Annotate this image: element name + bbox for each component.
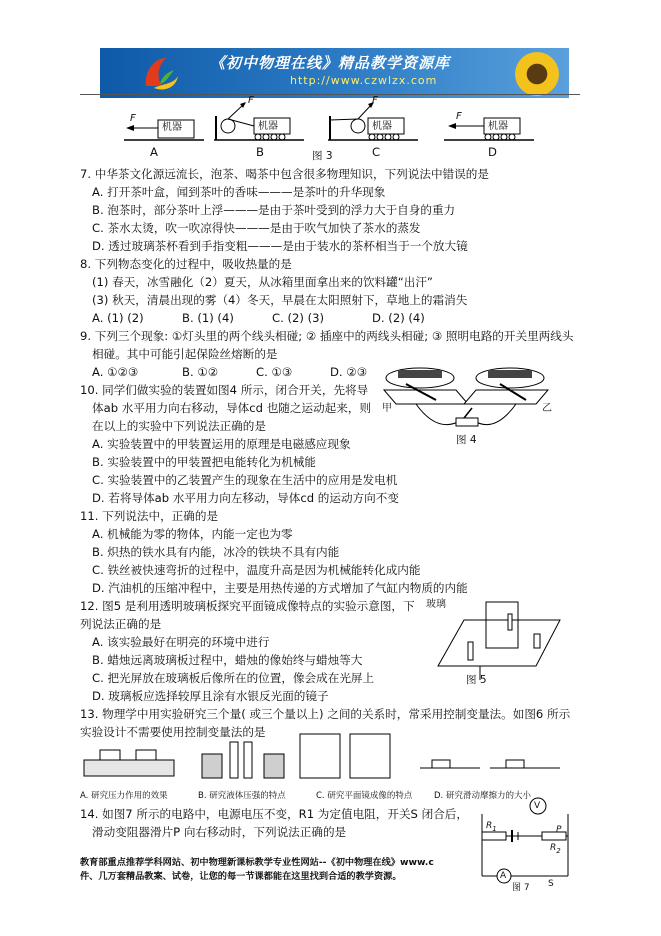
q9-option-d: D. ②③ bbox=[330, 365, 368, 379]
header-banner bbox=[100, 48, 569, 98]
fig6-caption-a: A. 研究压力作用的效果 bbox=[80, 791, 168, 801]
q10-option-b: B. 实验装置中的甲装置把电能转化为机械能 bbox=[92, 455, 317, 469]
q12-option-b: B. 蜡烛远离玻璃板过程中，蜡烛的像始终与蜡烛等大 bbox=[92, 653, 363, 667]
figure-5 bbox=[424, 594, 564, 694]
fig3-option-d: D bbox=[488, 145, 497, 159]
fig3-caption: 图 3 bbox=[312, 150, 333, 162]
fig3-machine-label-d: 机器 bbox=[488, 121, 508, 132]
q12-line-1: 12. 图5 是利用透明玻璃板探究平面镜成像特点的实验示意图，下 bbox=[80, 599, 415, 613]
fig7-switch-label: S bbox=[548, 879, 554, 889]
fig4-label-jia: 甲 bbox=[382, 403, 392, 414]
fig4-caption: 图 4 bbox=[456, 434, 477, 446]
q13-line-1: 13. 物理学中用实验研究三个量( 或三个量以上) 之间的关系时，常采用控制变量法。如图6 所示 bbox=[80, 707, 571, 721]
q8-line-1: (1) 春天，冰雪融化（2）夏天，从冰箱里面拿出来的饮料罐“出汗” bbox=[92, 275, 433, 289]
fig7-caption: 图 7 bbox=[512, 883, 530, 893]
fig7-slider-label: P bbox=[556, 825, 562, 835]
q14-line-1: 14. 如图7 所示的电路中，电源电压不变，R1 为定值电阻，开关S 闭合后， bbox=[80, 807, 468, 821]
q12-line-2: 列说法正确的是 bbox=[80, 617, 162, 631]
fig7-circuit-diagram bbox=[468, 796, 578, 892]
header-rule bbox=[80, 94, 580, 95]
fig4-label-yi: 乙 bbox=[542, 403, 552, 414]
fig7-ammeter-label: A bbox=[500, 871, 507, 881]
fig3-force-label-d: F bbox=[456, 111, 462, 122]
site-logo-icon bbox=[140, 54, 180, 92]
q8-option-a: A. (1) (2) bbox=[92, 311, 144, 325]
q12-option-a: A. 该实验最好在明亮的环境中进行 bbox=[92, 635, 270, 649]
fig3-machine-label-b: 机器 bbox=[258, 121, 278, 132]
footer-line-2: 件、几万套精品教案、试卷，让您的每一节课都能在这里找到合适的教学资源。 bbox=[80, 871, 402, 882]
q7-option-d: D. 透过玻璃茶杯看到手指变粗———是由于装水的茶杯相当于一个放大镜 bbox=[92, 239, 468, 253]
fig3-option-a: A bbox=[150, 145, 158, 159]
fig3-force-label-c: F bbox=[372, 95, 378, 106]
q8-option-c: C. (2) (3) bbox=[272, 311, 324, 325]
q11-option-b: B. 炽热的铁水具有内能，冰冷的铁块不具有内能 bbox=[92, 545, 340, 559]
fig7-voltmeter-label: V bbox=[534, 801, 541, 811]
fig5-glass-label: 玻璃 bbox=[426, 599, 446, 610]
fig5-caption: 图 5 bbox=[466, 674, 487, 686]
q8-option-b: B. (1) (4) bbox=[182, 311, 234, 325]
q8-option-d: D. (2) (4) bbox=[372, 311, 425, 325]
fig7-r1-label: $R_1$ bbox=[486, 821, 497, 833]
banner-title: 《初中物理在线》精品教学资源库 bbox=[210, 54, 451, 72]
q9-line-1: 9. 下列三个现象: ①灯头里的两个线头相碰; ② 插座中的两线头相碰; ③ 照明电路的开关里两线头 bbox=[80, 329, 574, 343]
q7-stem: 7. 中华茶文化源远流长，泡茶、喝茶中包含很多物理知识，下列说法中错误的是 bbox=[80, 167, 489, 181]
figure-3 bbox=[110, 96, 540, 162]
fig3-machine-label-a: 机器 bbox=[162, 122, 182, 133]
q11-stem: 11. 下列说法中，正确的是 bbox=[80, 509, 219, 523]
q7-option-c: C. 茶水太烫，吹一吹凉得快———是由于吹气加快了茶水的蒸发 bbox=[92, 221, 421, 235]
q10-line-3: 在以上的实验中下列说法正确的是 bbox=[92, 419, 266, 433]
q13-line-2: 实验设计不需要使用控制变量法的是 bbox=[80, 725, 266, 739]
sunflower-icon bbox=[515, 52, 559, 96]
q12-option-c: C. 把光屏放在玻璃板后像所在的位置，像会成在光屏上 bbox=[92, 671, 375, 685]
q7-option-a: A. 打开茶叶盒，闻到茶叶的香味———是茶叶的升华现象 bbox=[92, 185, 386, 199]
q8-line-2: (3) 秋天，清晨出现的雾（4）冬天，早晨在太阳照射下，草地上的霜消失 bbox=[92, 293, 468, 307]
fig3-force-label-a: F bbox=[130, 113, 136, 124]
figure-7 bbox=[468, 796, 578, 892]
q11-option-d: D. 汽油机的压缩冲程中，主要是用热传递的方式增加了气缸内物质的内能 bbox=[92, 581, 468, 595]
footer-line-1: 教育部重点推荐学科网站、初中物理新课标教学专业性网站--《初中物理在线》www.c bbox=[80, 857, 434, 868]
figure-6 bbox=[80, 724, 570, 804]
q10-line-1: 10. 同学们做实验的装置如图4 所示，闭合开关，先将导 bbox=[80, 383, 369, 397]
q12-option-d: D. 玻璃板应选择较厚且涂有水银反光面的镜子 bbox=[92, 689, 329, 703]
fig6-caption-c: C. 研究平面镜成像的特点 bbox=[316, 791, 413, 801]
q11-option-a: A. 机械能为零的物体，内能一定也为零 bbox=[92, 527, 293, 541]
fig6-diagram bbox=[80, 724, 570, 788]
q9-option-c: C. ①③ bbox=[256, 365, 293, 379]
q9-option-b: B. ①② bbox=[182, 365, 219, 379]
fig6-caption-b: B. 研究液体压强的特点 bbox=[198, 791, 286, 801]
fig3-option-c: C bbox=[372, 145, 381, 159]
q11-option-c: C. 铁丝被快速弯折的过程中，温度升高是因为机械能转化成内能 bbox=[92, 563, 421, 577]
q7-option-b: B. 泡茶时，部分茶叶上浮———是由于茶叶受到的浮力大于自身的重力 bbox=[92, 203, 456, 217]
q9-line-2: 相碰。其中可能引起保险丝熔断的是 bbox=[92, 347, 278, 361]
q10-option-c: C. 实验装置中的乙装置产生的现象在生活中的应用是发电机 bbox=[92, 473, 398, 487]
figure-4 bbox=[376, 360, 556, 450]
q14-line-2: 滑动变阻器滑片P 向右移动时，下列说法正确的是 bbox=[92, 825, 347, 839]
fig7-r2-label: $R_2$ bbox=[550, 843, 561, 855]
fig6-caption-d: D. 研究滑动摩擦力的大小 bbox=[434, 791, 531, 801]
q10-line-2: 体ab 水平用力向右移动，导体cd 也随之运动起来，则 bbox=[92, 401, 372, 415]
fig3-option-b: B bbox=[256, 145, 264, 159]
q8-stem: 8. 下列物态变化的过程中，吸收热量的是 bbox=[80, 257, 292, 271]
banner-url: http://www.czwlzx.com bbox=[290, 74, 438, 87]
q10-option-d: D. 若将导体ab 水平用力向左移动，导体cd 的运动方向不变 bbox=[92, 491, 399, 505]
fig3-force-label-b: F bbox=[248, 95, 254, 106]
q10-option-a: A. 实验装置中的甲装置运用的原理是电磁感应现象 bbox=[92, 437, 351, 451]
q9-option-a: A. ①②③ bbox=[92, 365, 139, 379]
fig3-machine-label-c: 机器 bbox=[372, 121, 392, 132]
